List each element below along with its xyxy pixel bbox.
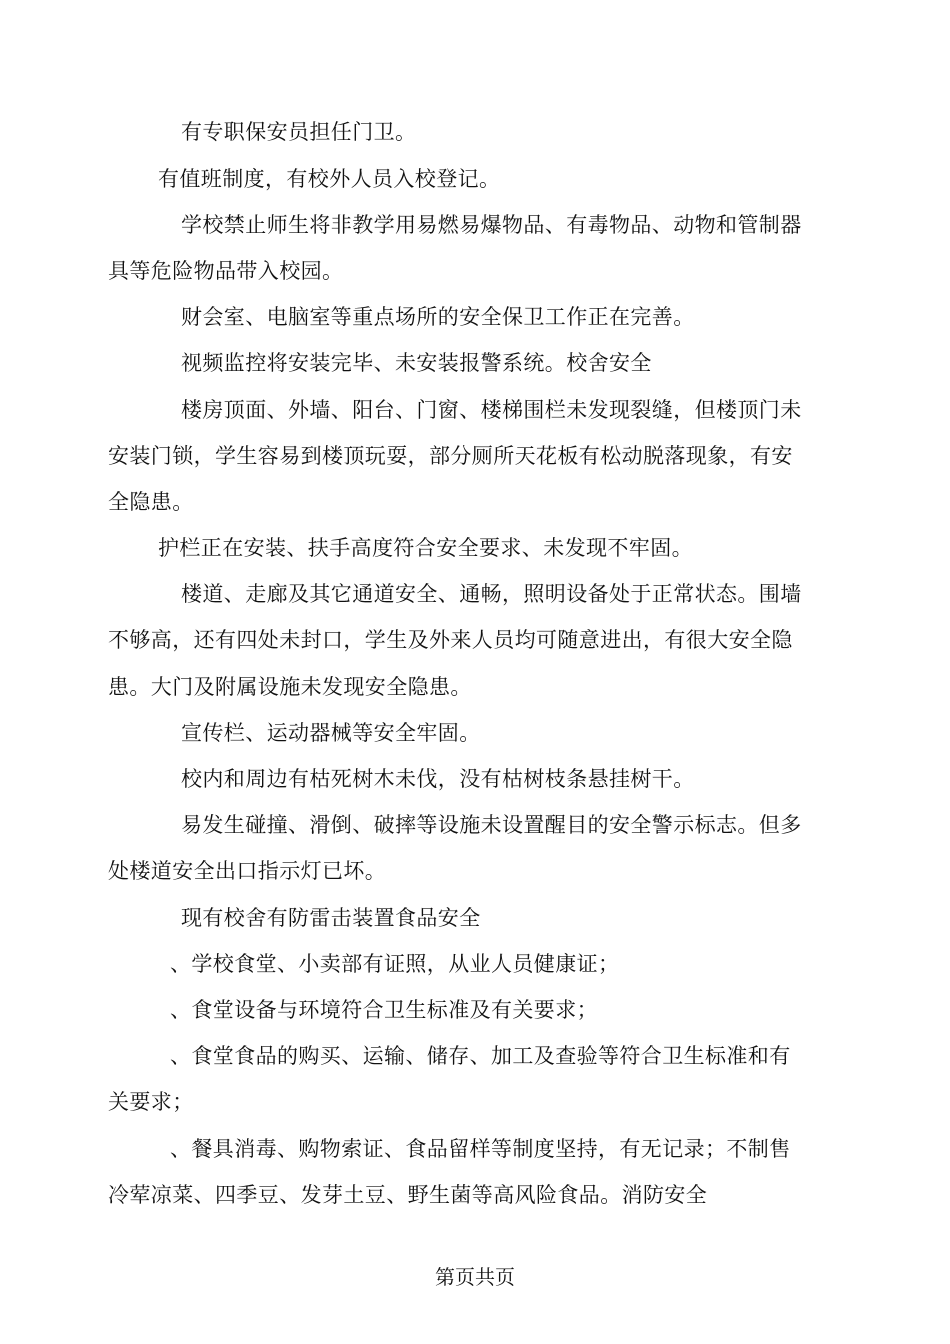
text-line: 关要求； xyxy=(108,1090,194,1114)
text-line: 有专职保安员担任门卫。 xyxy=(181,120,417,144)
text-line: 、食堂设备与环境符合卫生标准及有关要求； xyxy=(170,998,598,1022)
text-line: 不够高，还有四处未封口，学生及外来人员均可随意进出，有很大安全隐 xyxy=(108,628,793,652)
text-line: 、学校食堂、小卖部有证照，从业人员健康证； xyxy=(170,952,620,976)
text-line: 视频监控将安装完毕、未安装报警系统。校舍安全 xyxy=(181,351,652,375)
text-line: 有值班制度，有校外人员入校登记。 xyxy=(158,167,501,191)
text-line: 患。大门及附属设施未发现安全隐患。 xyxy=(108,675,472,699)
page-footer: 第页共页 xyxy=(435,1265,515,1289)
text-line: 冷荤凉菜、四季豆、发芽土豆、野生菌等高风险食品。消防安全 xyxy=(108,1183,708,1207)
text-line: 、餐具消毒、购物索证、食品留样等制度坚持，有无记录；不制售 xyxy=(170,1137,791,1161)
text-line: 宣传栏、运动器械等安全牢固。 xyxy=(181,721,481,745)
text-line: 安装门锁，学生容易到楼顶玩耍，部分厕所天花板有松动脱落现象，有安 xyxy=(108,444,793,468)
text-line: 全隐患。 xyxy=(108,490,194,514)
text-line: 具等危险物品带入校园。 xyxy=(108,259,344,283)
text-line: 楼道、走廊及其它通道安全、通畅，照明设备处于正常状态。围墙 xyxy=(181,582,802,606)
text-line: 财会室、电脑室等重点场所的安全保卫工作正在完善。 xyxy=(181,305,695,329)
text-line: 楼房顶面、外墙、阳台、门窗、楼梯围栏未发现裂缝，但楼顶门未 xyxy=(181,398,802,422)
text-line: 学校禁止师生将非教学用易燃易爆物品、有毒物品、动物和管制器 xyxy=(181,213,802,237)
text-line: 校内和周边有枯死树木未伐，没有枯树枝条悬挂树干。 xyxy=(181,767,695,791)
text-line: 易发生碰撞、滑倒、破摔等设施未设置醒目的安全警示标志。但多 xyxy=(181,813,802,837)
text-line: 处楼道安全出口指示灯已坏。 xyxy=(108,859,387,883)
text-line: 、食堂食品的购买、运输、储存、加工及查验等符合卫生标准和有 xyxy=(170,1044,791,1068)
text-line: 护栏正在安装、扶手高度符合安全要求、未发现不牢固。 xyxy=(158,536,693,560)
text-line: 现有校舍有防雷击装置食品安全 xyxy=(181,906,481,930)
